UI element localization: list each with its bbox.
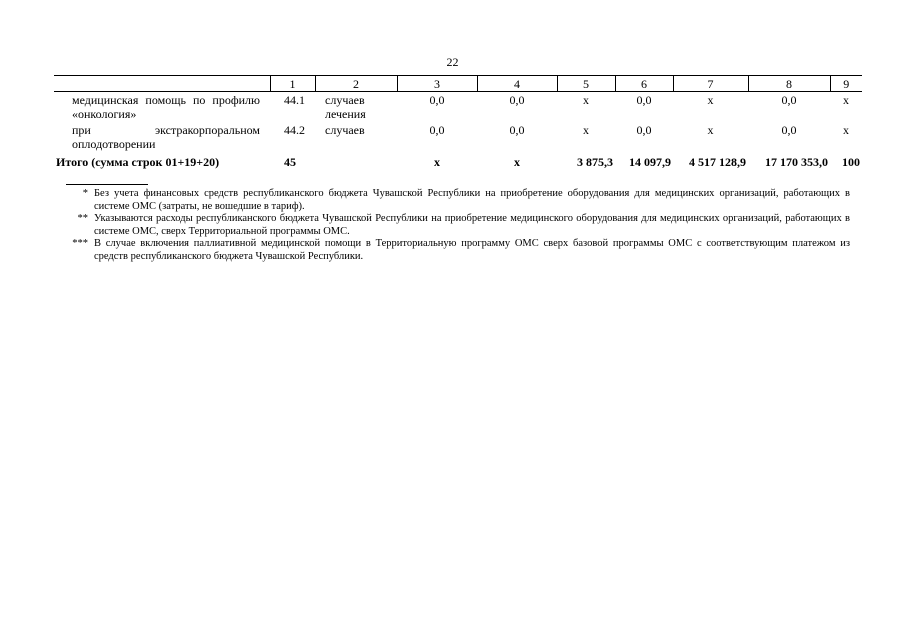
header-cell-6: 6 — [615, 76, 673, 92]
header-cell-1: 1 — [270, 76, 315, 92]
header-cell-7: 7 — [673, 76, 748, 92]
footnote-divider — [66, 184, 148, 185]
total-name: Итого (сумма строк 01+19+20) — [56, 155, 220, 169]
header-cell-5: 5 — [557, 76, 615, 92]
total-col-6: 14 097,9 — [629, 155, 671, 169]
row-col-8: 0,0 — [781, 123, 797, 137]
row-col-4: 0,0 — [509, 93, 525, 107]
footnote-item — [60, 188, 850, 213]
row-col-3: 0,0 — [429, 93, 445, 107]
row-col-7: х — [707, 123, 714, 137]
row-unit: случаев лечения — [325, 93, 366, 121]
page-number: 22 — [446, 55, 459, 69]
header-row — [54, 76, 862, 92]
footnote-text: В случае включения паллиативной медицинской помощи в Территориальную программу ОМС сверх базовой программы ОМС с соответствующим платежом из средств республиканского бюджета Чувашской Республики. — [94, 238, 850, 262]
row-col-9: х — [843, 93, 849, 107]
footnote-mark: *** — [72, 238, 88, 249]
total-code: 45 — [284, 155, 296, 169]
row-code: 44.1 — [284, 93, 305, 107]
footnote-mark: ** — [77, 213, 88, 224]
row-col-9: х — [843, 123, 849, 137]
cost-table — [54, 75, 862, 169]
header-cell-9: 9 — [830, 76, 862, 92]
footnote-text: Указываются расходы республиканского бюджета Чувашской Республики на приобретение медицинского оборудования для медицинских организаций, работающих в системе ОМС, сверх Территориальной программы ОМС. — [94, 213, 850, 237]
total-col-9: 100 — [842, 155, 860, 169]
header-cell-4: 4 — [477, 76, 557, 92]
total-col-8: 17 170 353,0 — [765, 155, 828, 169]
row-unit: случаев — [325, 123, 365, 137]
row-col-4: 0,0 — [509, 123, 525, 137]
footnote-text: Без учета финансовых средств республиканского бюджета Чувашской Республики на приобретение оборудования для медицинских организаций, работающих в системе ОМС (затраты, не вошедшие в тариф). — [94, 188, 850, 212]
header-cell-8: 8 — [748, 76, 830, 92]
total-col-4: х — [514, 155, 520, 169]
total-row — [54, 152, 862, 169]
header-cell-3: 3 — [397, 76, 477, 92]
header-cell-2: 2 — [315, 76, 397, 92]
row-col-6: 0,0 — [636, 93, 652, 107]
row-col-7: х — [707, 93, 714, 107]
table-row — [54, 122, 862, 152]
footnotes — [60, 188, 850, 263]
row-col-6: 0,0 — [636, 123, 652, 137]
table-row — [54, 92, 862, 123]
total-col-5: 3 875,3 — [577, 155, 613, 169]
row-col-3: 0,0 — [429, 123, 445, 137]
row-code: 44.2 — [284, 123, 305, 137]
row-name: медицинская помощь по профилю «онкология» — [72, 93, 260, 121]
total-unit — [315, 152, 397, 169]
footnote-mark: * — [82, 188, 88, 199]
total-col-7: 4 517 128,9 — [689, 155, 746, 169]
footnote-item — [60, 213, 850, 238]
row-col-8: 0,0 — [781, 93, 797, 107]
footnote-item — [60, 238, 850, 263]
total-col-3: х — [434, 155, 440, 169]
row-col-5: х — [583, 123, 589, 137]
row-col-5: х — [583, 93, 589, 107]
header-cell-name — [54, 76, 270, 92]
row-name: при экстракорпоральном оплодотворении — [72, 123, 260, 151]
